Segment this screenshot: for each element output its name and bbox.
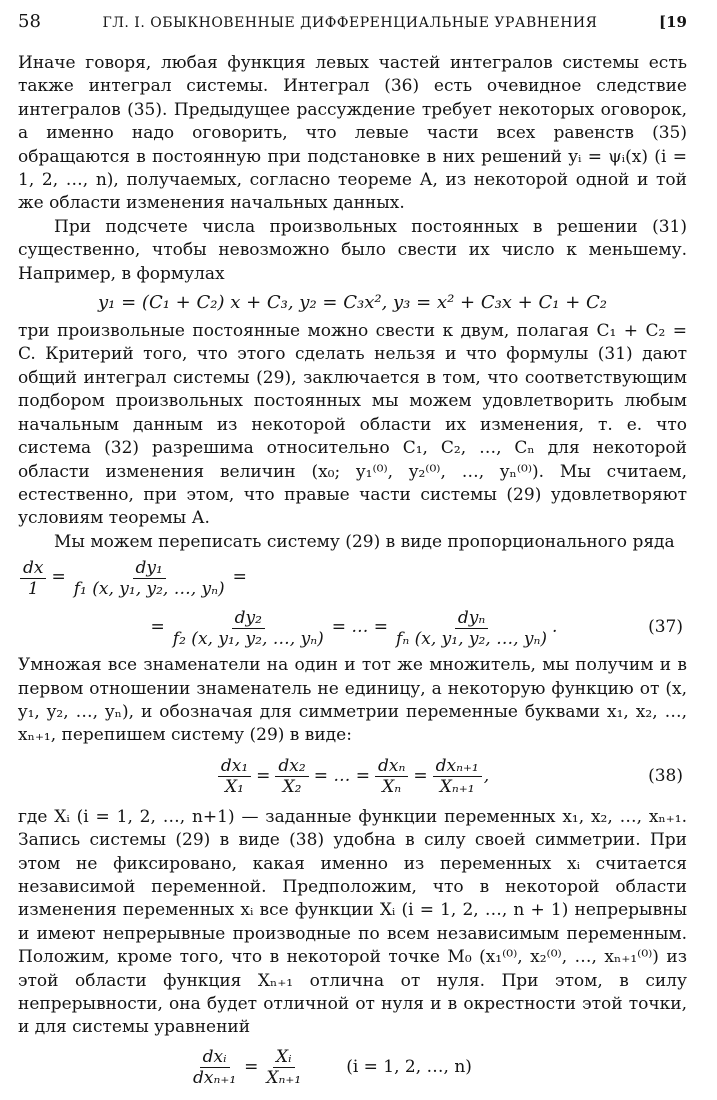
fraction	[190, 1047, 239, 1088]
equation-number: (37)	[648, 617, 683, 638]
running-header	[18, 10, 687, 40]
numerator: dxₙ₊₁	[433, 756, 482, 777]
numerator: dx₂	[275, 756, 308, 777]
equals-sign: =	[51, 567, 66, 588]
fraction	[375, 756, 408, 797]
denominator: X₂	[282, 777, 302, 798]
fraction	[393, 608, 550, 649]
denominator: f₂ (x, y₁, y₂, …, yₙ)	[172, 628, 324, 649]
equation-38	[18, 748, 687, 806]
equation-number: (38)	[648, 766, 683, 787]
denominator: Xₙ	[382, 777, 402, 798]
formula-example	[18, 286, 687, 320]
equals-sign: =	[256, 766, 271, 787]
numerator: dx	[20, 558, 46, 579]
denominator: Xₙ₊₁	[439, 777, 475, 798]
equals-sign: =	[150, 617, 165, 638]
paragraph-2: При подсчете числа произвольных постоянных в решении (31) существенно, чтобы невозможно было свести их число к меньшему. Например, в формулах	[18, 216, 687, 284]
equals-sign: =	[244, 1057, 259, 1078]
ellipsis-chain: = … =	[331, 617, 389, 638]
ellipsis-chain: = … =	[313, 766, 370, 787]
index-condition: (i = 1, 2, …, n)	[346, 1057, 472, 1078]
equation-37-line-1	[18, 554, 687, 602]
paragraph-3: три произвольные постоянные можно свести к двум, полагая C₁ + C₂ = C. Критерий того, что этого сделать нельзя и что формулы (31) дают общий интеграл системы (29), заключается в том, что соответствующим подбором произвольных постоянных мы можем удовлетворить любым начальным данным из некоторой области их изменения, т. е. что система (32) разрешима относительно C₁, C₂, …, Cₙ для некоторой области изменения величин (x₀; y₁⁽⁰⁾, y₂⁽⁰⁾, …, yₙ⁽⁰⁾). Мы считаем, естественно, при этом, что правые части системы (29) удовлетворяют условиям теоремы А.	[18, 321, 687, 529]
page-number: 58	[18, 11, 41, 32]
fraction	[218, 756, 251, 797]
numerator: dxᵢ	[200, 1047, 230, 1068]
denominator: f₁ (x, y₁, y₂, …, yₙ)	[73, 578, 225, 599]
denominator: dxₙ₊₁	[193, 1068, 237, 1089]
numerator: dx₁	[218, 756, 251, 777]
fraction	[71, 558, 228, 599]
numerator: dy₂	[232, 608, 265, 629]
running-title: ГЛ. I. ОБЫКНОВЕННЫЕ ДИФФЕРЕНЦИАЛЬНЫЕ УРАВНЕНИЯ	[102, 15, 598, 31]
numerator: dy₁	[133, 558, 166, 579]
paragraph-1: Иначе говоря, любая функция левых частей интегралов системы есть также интеграл системы. Интеграл (36) есть очевидное следствие интегралов (35). Предыдущее рассуждение требует некоторых оговорок, а именно надо оговорить, что левые части всех равенств (35) обращаются в постоянную при подстановке в них решений yᵢ = ψᵢ(x) (i = 1, 2, …, n), получаемых, согласно теореме А, из некоторой одной и той же области изменения начальных данных.	[18, 53, 687, 214]
numerator: Xᵢ	[273, 1047, 295, 1068]
fraction	[263, 1047, 304, 1088]
equals-sign: =	[413, 766, 428, 787]
paragraph-4: Мы можем переписать систему (29) в виде пропорционального ряда	[54, 531, 675, 552]
section-number: [19	[659, 13, 687, 31]
denominator: X₁	[225, 777, 244, 798]
numerator: dyₙ	[455, 608, 488, 629]
punctuation: .	[552, 617, 558, 638]
fraction	[20, 558, 46, 599]
equation-system	[18, 1040, 687, 1096]
numerator: dxₙ	[375, 756, 408, 777]
fraction	[433, 756, 482, 797]
punctuation: ,	[483, 766, 490, 787]
fraction	[170, 608, 327, 649]
fraction	[275, 756, 308, 797]
denominator: fₙ (x, y₁, y₂, …, yₙ)	[396, 628, 548, 649]
paragraph-6: где Xᵢ (i = 1, 2, …, n+1) — заданные функции переменных x₁, x₂, …, xₙ₊₁. Запись системы (29) в виде (38) удобна в силу своей симметрии. При этом не фиксировано, какая именно из переменных xᵢ считается независимой переменной. Предположим, что в некоторой области изменения переменных xᵢ все функции Xᵢ (i = 1, 2, …, n + 1) непрерывны и имеют непрерывные производные по всем независимым переменным. Положим, кроме того, что в некоторой точке M₀ (x₁⁽⁰⁾, x₂⁽⁰⁾, …, xₙ₊₁⁽⁰⁾) из этой области функция Xₙ₊₁ отлична от нуля. При этом, в силу непрерывности, она будет отличной от нуля и в окрестности этой точки, и для системы уравнений	[18, 806, 687, 1038]
formula-example-text: y₁ = (C₁ + C₂) x + C₃, y₂ = C₃x², y₃ = x² + C₃x + C₁ + C₂	[98, 292, 607, 314]
paragraph-5: Умножая все знаменатели на один и тот же множитель, мы получим и в первом отношении знаменатель не единицу, а некоторую функцию от (x, y₁, y₂, …, yₙ), и обозначая для симметрии переменные буквами x₁, x₂, …, xₙ₊₁, перепишем систему (29) в виде:	[18, 655, 687, 746]
equals-sign: =	[232, 567, 247, 588]
denominator: 1	[27, 578, 39, 599]
equation-37-line-2	[18, 602, 687, 654]
denominator: Xₙ₊₁	[266, 1068, 302, 1089]
